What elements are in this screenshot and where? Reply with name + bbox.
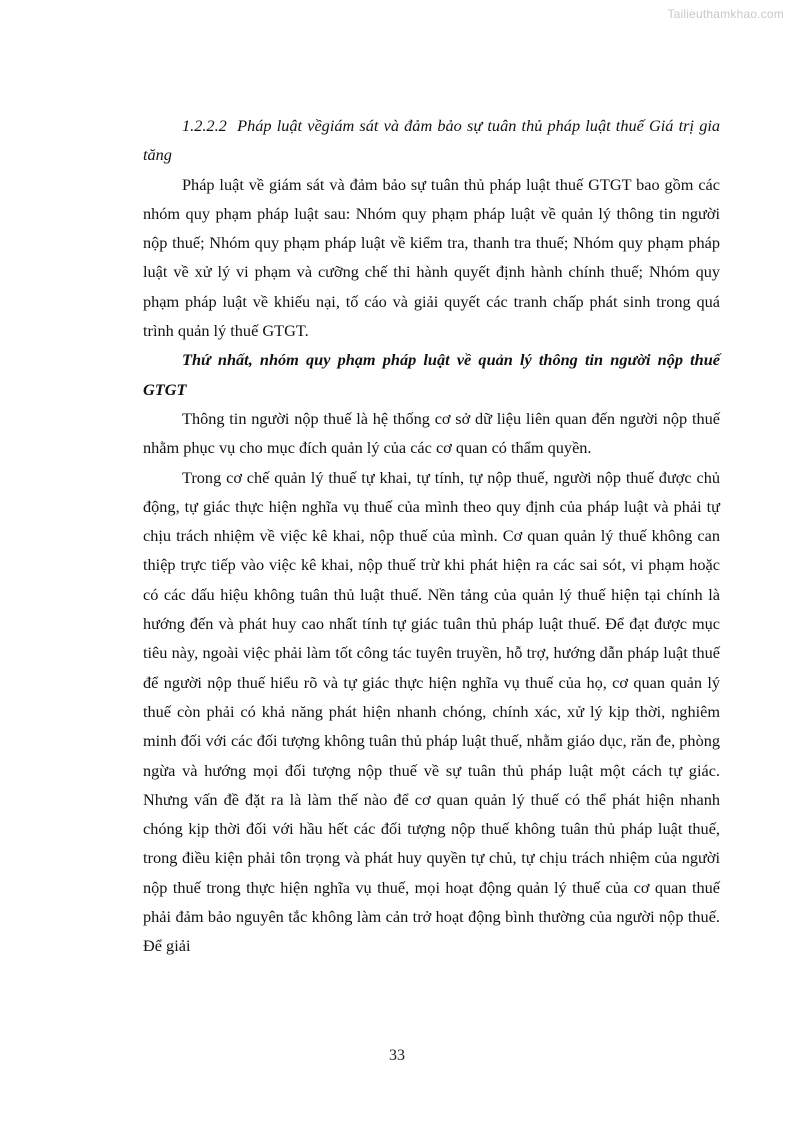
paragraph-intro: Pháp luật về giám sát và đảm bảo sự tuân thủ pháp luật thuế GTGT bao gồm các nhóm quy phạm pháp luật sau: Nhóm quy phạm pháp luật về quản lý thông tin người nộp thuế; Nhóm quy phạm pháp luật về kiểm tra, thanh tra thuế; Nhóm quy phạm pháp luật về xử lý vi phạm và cưỡng chế thi hành quyết định hành chính thuế; Nhóm quy phạm pháp luật về khiếu nại, tố cáo và giải quyết các tranh chấp phát sinh trong quá trình quản lý thuế GTGT. xyxy=(143,174,720,341)
subheading: Thứ nhất, nhóm quy phạm pháp luật về quản lý thông tin người nộp thuế GTGT xyxy=(143,350,720,399)
page-number: 33 xyxy=(389,1047,405,1064)
document-body xyxy=(143,111,720,961)
section-heading xyxy=(143,111,720,170)
section-title: Pháp luật vềgiám sát và đảm bảo sự tuân thủ pháp luật thuế Giá trị gia tăng xyxy=(143,116,720,165)
paragraph-definition: Thông tin người nộp thuế là hệ thống cơ sở dữ liệu liên quan đến người nộp thuế nhằm phục vụ cho mục đích quản lý của các cơ quan có thẩm quyền. xyxy=(143,408,720,458)
section-number: 1.2.2.2 xyxy=(182,116,227,135)
paragraph-main: Trong cơ chế quản lý thuế tự khai, tự tính, tự nộp thuế, người nộp thuế được chủ động, tự giác thực hiện nghĩa vụ thuế của mình theo quy định của pháp luật và phải tự chịu trách nhiệm về việc kê khai, nộp thuế của mình. Cơ quan quản lý thuế không can thiệp trực tiếp vào việc kê khai, nộp thuế trừ khi phát hiện ra các sai sót, vi phạm hoặc có các dấu hiệu không tuân thủ luật thuế. Nền tảng của quản lý thuế hiện tại chính là hướng đến và phát huy cao nhất tính tự giác tuân thủ pháp luật thuế. Để đạt được mục tiêu này, ngoài việc phải làm tốt công tác tuyên truyền, hỗ trợ, hướng dẫn pháp luật thuế để người nộp thuế hiểu rõ và tự giác thực hiện nghĩa vụ thuế của họ, cơ quan quản lý thuế còn phải có khả năng phát hiện nhanh chóng, chính xác, xử lý kịp thời, nghiêm minh đối với các đối tượng không tuân thủ pháp luật thuế, nhằm giáo dục, răn đe, phòng ngừa và hướng mọi đối tượng nộp thuế về sự tuân thủ pháp luật một cách tự giác. Nhưng vấn đề đặt ra là làm thế nào để cơ quan quản lý thuế có thể phát hiện nhanh chóng kịp thời đối với hầu hết các đối tượng nộp thuế không tuân thủ pháp luật thuế, trong điều kiện phải tôn trọng và phát huy quyền tự chủ, tự chịu trách nhiệm của người nộp thuế trong thực hiện nghĩa vụ thuế, mọi hoạt động quản lý thuế của cơ quan thuế phải đảm bảo nguyên tắc không làm cản trở hoạt động bình thường của người nộp thuế. Để giải xyxy=(143,467,720,956)
watermark: Tailieuthamkhao.com xyxy=(667,7,784,21)
